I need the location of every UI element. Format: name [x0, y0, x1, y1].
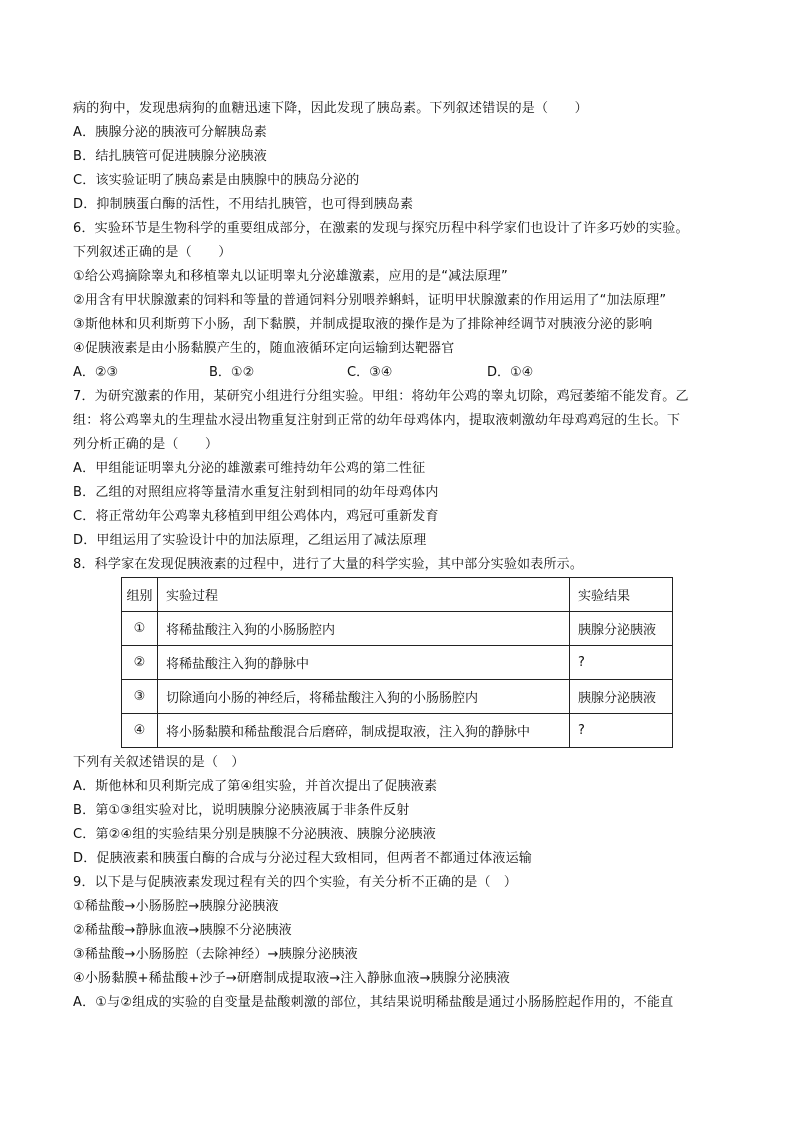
q7-option-a: A．甲组能证明睾丸分泌的雄激素可维持幼年公鸡的第二性征 — [73, 461, 426, 476]
row-group: ② — [122, 646, 158, 680]
table-header-row — [122, 578, 673, 612]
table-row — [122, 714, 673, 748]
q5-option-a: A．胰腺分泌的胰液可分解胰岛素 — [73, 125, 267, 140]
q6-statement-3: ③斯他林和贝利斯剪下小肠，刮下黏膜，并制成提取液的操作是为了排除神经调节对胰液分泌的影响 — [73, 317, 653, 332]
header-result: 实验结果 — [570, 578, 673, 612]
q8-stem: 8．科学家在发现促胰液素的过程中，进行了大量的科学实验，其中部分实验如表所示。 — [73, 557, 584, 572]
row-result: 胰腺分泌胰液 — [570, 612, 673, 646]
row-process: 切除通向小肠的神经后，将稀盐酸注入狗的小肠肠腔内 — [158, 680, 570, 714]
table-row — [122, 646, 673, 680]
table-row — [122, 680, 673, 714]
q6-option-a: A．②③ — [73, 365, 119, 380]
q7-option-b: B．乙组的对照组应将等量清水重复注射到相同的幼年母鸡体内 — [73, 485, 439, 500]
q5-stem-end: 病的狗中，发现患病狗的血糖迅速下降，因此发现了胰岛素。下列叙述错误的是（ ） — [73, 101, 588, 116]
row-group: ④ — [122, 714, 158, 748]
q9-experiment-3: ③稀盐酸→小肠肠腔（去除神经）→胰腺分泌胰液 — [73, 947, 358, 962]
header-process: 实验过程 — [158, 578, 570, 612]
q6-stem: 6．实验环节是生物科学的重要组成部分，在激素的发现与探究历程中科学家们也设计了许多巧妙的实验。 — [73, 221, 689, 236]
header-group: 组别 — [122, 578, 158, 612]
row-result: ? — [570, 646, 673, 680]
q5-option-d: D．抑制胰蛋白酶的活性，不用结扎胰管，也可得到胰岛素 — [73, 197, 414, 212]
q9-experiment-1: ①稀盐酸→小肠肠腔→胰腺分泌胰液 — [73, 899, 279, 914]
row-process: 将小肠黏膜和稀盐酸混合后磨碎，制成提取液，注入狗的静脉中 — [158, 714, 570, 748]
q6-statement-4: ④促胰液素是由小肠黏膜产生的，随血液循环定向运输到达靶器官 — [73, 341, 455, 356]
row-result: ? — [570, 714, 673, 748]
q9-stem: 9．以下是与促胰液素发现过程有关的四个实验，有关分析不正确的是（ ） — [73, 875, 518, 890]
row-group: ① — [122, 612, 158, 646]
q6-option-b: B．①② — [209, 365, 255, 380]
q7-stem: 7．为研究激素的作用，某研究小组进行分组实验。甲组：将幼年公鸡的睾丸切除，鸡冠萎缩不能发育。乙 — [73, 389, 689, 404]
q7-stem-cont-1: 组：将公鸡睾丸的生理盐水浸出物重复注射到正常的幼年母鸡体内，提取液刺激幼年母鸡鸡冠的生长。下 — [73, 413, 681, 428]
row-process: 将稀盐酸注入狗的小肠肠腔内 — [158, 612, 570, 646]
q8-option-d: D．促胰液素和胰蛋白酶的合成与分泌过程大致相同，但两者不都通过体液运输 — [73, 851, 533, 866]
q6-option-d: D．①④ — [487, 365, 534, 380]
q9-option-a: A．①与②组成的实验的自变量是盐酸刺激的部位，其结果说明稀盐酸是通过小肠肠腔起作用的，不能直 — [73, 995, 674, 1010]
q8-option-b: B．第①③组实验对比，说明胰腺分泌胰液属于非条件反射 — [73, 803, 410, 818]
q9-experiment-2: ②稀盐酸→静脉血液→胰腺不分泌胰液 — [73, 923, 292, 938]
experiment-table — [121, 577, 673, 748]
q8-question: 下列有关叙述错误的是（ ） — [73, 755, 245, 770]
q5-option-c: C．该实验证明了胰岛素是由胰腺中的胰岛分泌的 — [73, 173, 360, 188]
row-group: ③ — [122, 680, 158, 714]
q7-stem-cont-2: 列分析正确的是（ ） — [73, 437, 219, 452]
q8-option-c: C．第②④组的实验结果分别是胰腺不分泌胰液、胰腺分泌胰液 — [73, 827, 436, 842]
q8-option-a: A．斯他林和贝利斯完成了第④组实验，并首次提出了促胰液素 — [73, 779, 438, 794]
q5-option-b: B．结扎胰管可促进胰腺分泌胰液 — [73, 149, 267, 164]
row-process: 将稀盐酸注入狗的静脉中 — [158, 646, 570, 680]
q6-statement-2: ②用含有甲状腺激素的饲料和等量的普通饲料分别喂养蝌蚪，证明甲状腺激素的作用运用了“加法原理” — [73, 293, 667, 308]
q6-option-c: C．③④ — [347, 365, 393, 380]
q7-option-c: C．将正常幼年公鸡睾丸移植到甲组公鸡体内，鸡冠可重新发育 — [73, 509, 439, 524]
row-result: 胰腺分泌胰液 — [570, 680, 673, 714]
q6-stem-cont: 下列叙述正确的是（ ） — [73, 245, 232, 260]
q6-options — [73, 364, 533, 382]
q6-statement-1: ①给公鸡摘除睾丸和移植睾丸以证明睾丸分泌雄激素，应用的是“减法原理” — [73, 269, 508, 284]
q7-option-d: D．甲组运用了实验设计中的加法原理，乙组运用了减法原理 — [73, 533, 427, 548]
q9-experiment-4: ④小肠黏膜+稀盐酸+沙子→研磨制成提取液→注入静脉血液→胰腺分泌胰液 — [73, 971, 510, 986]
table-row — [122, 612, 673, 646]
